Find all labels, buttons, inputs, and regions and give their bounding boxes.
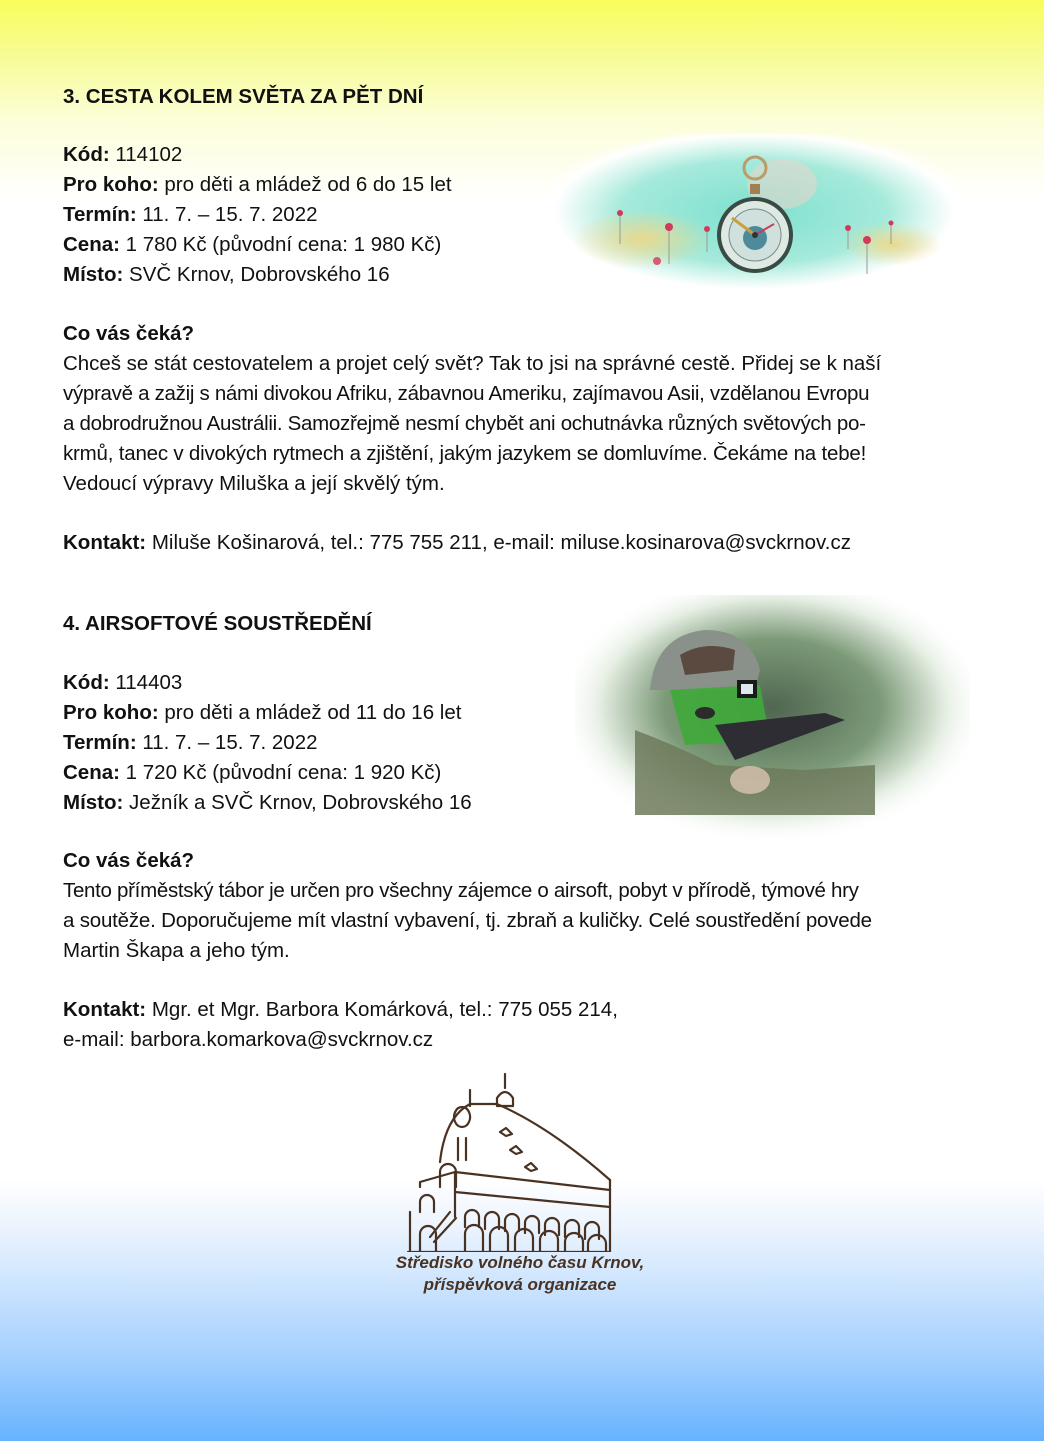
description-line: a soutěže. Doporučujeme mít vlastní vybavení, tj. zbraň a kuličky. Celé soustředění povede — [63, 909, 872, 932]
field-price — [63, 230, 441, 260]
contact-label: Kontakt: — [63, 998, 147, 1021]
description-line: krmů, tanec v divokých rytmech a zjištění, jakým jazykem se domluvíme. Čekáme na tebe! — [63, 442, 867, 465]
org-name-line2: příspěvková organizace — [423, 1275, 617, 1294]
field-label: Kód: — [63, 671, 110, 694]
field-value: pro děti a mládež od 6 do 15 let — [158, 173, 452, 196]
section-3-contact — [63, 528, 851, 558]
field-label: Pro koho: — [63, 173, 159, 196]
section-3-what-heading: Co vás čeká? — [63, 322, 195, 345]
field-place — [63, 260, 390, 290]
field-value: 11. 7. – 15. 7. 2022 — [136, 731, 318, 754]
field-audience — [63, 170, 452, 200]
contact-value[interactable]: Miluše Košinarová, tel.: 775 755 211, e-mail: miluse.kosinarova@svckrnov.cz — [146, 531, 851, 554]
field-value: 114403 — [109, 671, 183, 694]
field-value: 1 780 Kč (původní cena: 1 980 Kč) — [119, 233, 442, 256]
field-label: Pro koho: — [63, 701, 159, 724]
description-line: Martin Škapa a jeho tým. — [63, 939, 290, 962]
field-place — [63, 788, 472, 818]
section-3-title: 3. CESTA KOLEM SVĚTA ZA PĚT DNÍ — [63, 85, 424, 108]
section-4-contact — [63, 995, 618, 1025]
section-4-description — [63, 876, 963, 966]
description-line: Vedoucí výpravy Miluška a její skvělý tým. — [63, 472, 445, 495]
field-date — [63, 200, 318, 230]
field-value: pro děti a mládež od 11 do 16 let — [158, 701, 462, 724]
field-label: Cena: — [63, 761, 120, 784]
svc-krnov-logo — [400, 1072, 650, 1252]
field-price — [63, 758, 441, 788]
field-value: 1 720 Kč (původní cena: 1 920 Kč) — [119, 761, 442, 784]
field-code — [63, 140, 182, 170]
field-label: Cena: — [63, 233, 120, 256]
field-date — [63, 728, 318, 758]
field-label: Místo: — [63, 791, 124, 814]
field-code — [63, 668, 182, 698]
field-label: Kód: — [63, 143, 110, 166]
section-4-what-heading: Co vás čeká? — [63, 849, 195, 872]
field-value: SVČ Krnov, Dobrovského 16 — [123, 263, 390, 286]
field-label: Termín: — [63, 731, 137, 754]
field-label: Místo: — [63, 263, 124, 286]
section-4-title: 4. AIRSOFTOVÉ SOUSTŘEDĚNÍ — [63, 612, 372, 635]
contact-value[interactable]: Mgr. et Mgr. Barbora Komárková, tel.: 775 055 214, — [146, 998, 618, 1021]
description-line: a dobrodružnou Austrálii. Samozřejmě nesmí chybět ani ochutnávka různých světových po- — [63, 412, 866, 435]
description-line: výpravě a zažij s námi divokou Afriku, zábavnou Ameriku, zajímavou Asii, vzdělanou Evropu — [63, 382, 870, 405]
field-label: Termín: — [63, 203, 137, 226]
field-value: Ježník a SVČ Krnov, Dobrovského 16 — [123, 791, 472, 814]
field-value: 11. 7. – 15. 7. 2022 — [136, 203, 318, 226]
section-4-contact-email[interactable]: e-mail: barbora.komarkova@svckrnov.cz — [63, 1028, 434, 1051]
section-3-description — [63, 349, 963, 499]
description-line: Tento příměstský tábor je určen pro všechny zájemce o airsoft, pobyt v přírodě, týmové hry — [63, 879, 859, 902]
field-value: 114102 — [109, 143, 183, 166]
description-line: Chceš se stát cestovatelem a projet celý svět? Tak to jsi na správné cestě. Přidej se k naší — [63, 352, 882, 375]
compass-map-image — [552, 134, 956, 290]
field-audience — [63, 698, 461, 728]
airsoft-player-image — [575, 595, 970, 845]
contact-label: Kontakt: — [63, 531, 147, 554]
org-name-line1: Středisko volného času Krnov, — [395, 1253, 645, 1272]
